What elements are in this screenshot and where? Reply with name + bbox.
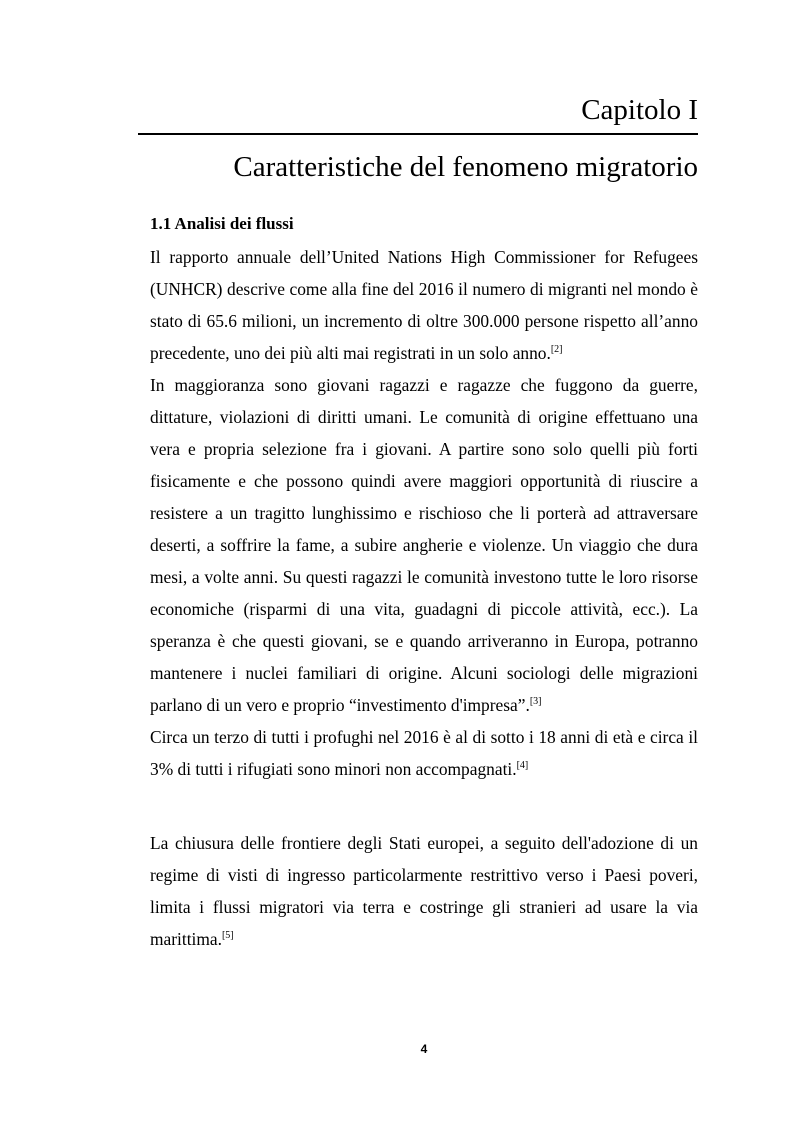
footnote-ref: [4] [516, 760, 529, 771]
paragraph-young-migrants: In maggioranza sono giovani ragazzi e ragazze che fuggono da guerre, dittature, violazioni di diritti umani. Le comunità di origine effettuano una vera e propria selezione fra i giovani. A partire sono solo quelli più forti fisicamente e che possono quindi avere maggiori opportunità di riuscire a resistere a un tragitto lunghissimo e rischioso che li porterà ad attraversare deserti, a soffrire la fame, a subire angherie e violenze. Un viaggio che dura mesi, a volte anni. Su questi ragazzi le comunità investono tutte le loro risorse economiche (risparmi di una vita, guadagni di piccole attività, ecc.). La speranza è che questi giovani, se e quando arriveranno in Europa, potranno mantenere i nuclei familiari di origine. Alcuni sociologi delle migrazioni parlano di un vero e proprio “investimento d'impresa”.[3] [150, 375, 698, 715]
chapter-rule [138, 133, 698, 135]
chapter-subtitle: Caratteristiche del fenomeno migratorio [233, 151, 698, 183]
footnote-ref: [2] [550, 344, 563, 355]
paragraph-border-closure: La chiusura delle frontiere degli Stati europei, a seguito dell'adozione di un regime di visti di ingresso particolarmente restrittivo verso i Paesi poveri, limita i flussi migratori via terra e costringe gli stranieri ad usare la via marittima.[5] [150, 833, 698, 949]
paragraph-minors: Circa un terzo di tutti i profughi nel 2016 è al di sotto i 18 anni di età e circa il 3% di tutti i rifugiati sono minori non accompagnati.[4] [150, 727, 698, 779]
body-text [150, 241, 698, 955]
page-number: 4 [420, 1042, 428, 1056]
footnote-ref: [3] [529, 696, 542, 707]
chapter-title: Capitolo I [581, 94, 698, 126]
paragraph-spacer [150, 785, 698, 827]
footnote-ref: [5] [221, 930, 234, 941]
paragraph-unhcr-report: Il rapporto annuale dell’United Nations High Commissioner for Refugees (UNHCR) descrive come alla fine del 2016 il numero di migranti nel mondo è stato di 65.6 milioni, un incremento di oltre 300.000 persone rispetto all’anno precedente, uno dei più alti mai registrati in un solo anno.[2] [150, 247, 698, 363]
document-page [150, 0, 698, 1123]
section-heading: 1.1 Analisi dei flussi [150, 214, 294, 233]
